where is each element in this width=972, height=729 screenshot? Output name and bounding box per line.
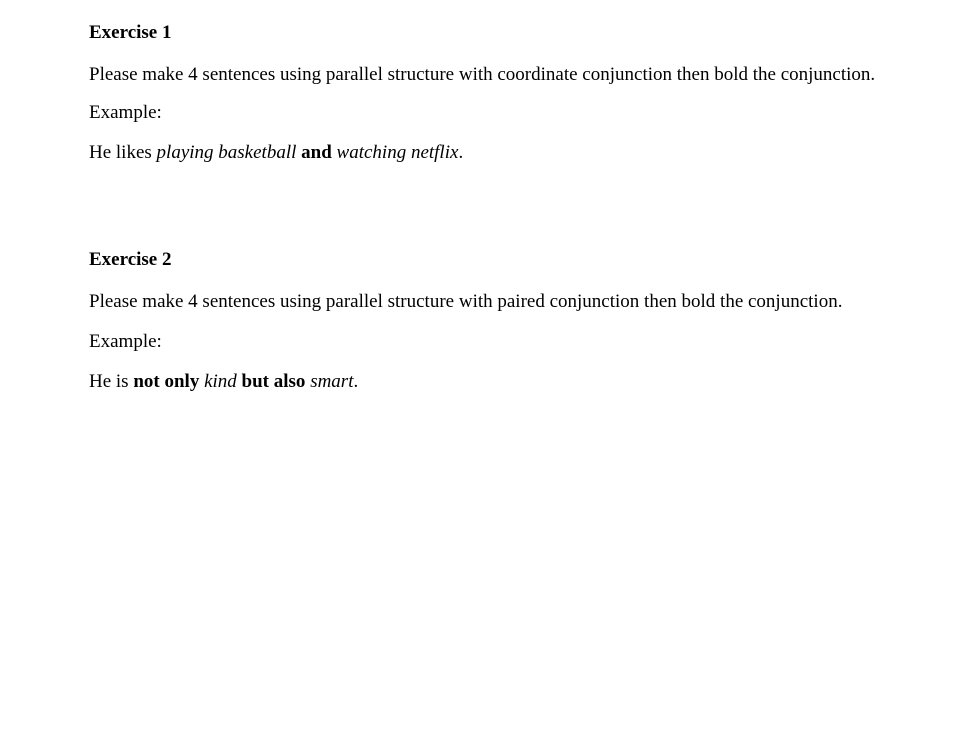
exercise-1-title: Exercise 1 (89, 22, 172, 43)
conjunction: and (301, 142, 332, 163)
exercise-1 (89, 22, 889, 165)
exercise-2 (89, 249, 889, 394)
parallel-item: playing basketball (156, 142, 297, 163)
text: . (353, 371, 359, 392)
text: He likes (89, 142, 157, 163)
text: . (458, 142, 464, 163)
exercise-1-example (89, 140, 889, 165)
parallel-item: smart (310, 371, 354, 392)
conjunction: not only (133, 371, 200, 392)
exercise-1-example-label: Example: (89, 102, 162, 123)
exercise-2-example (89, 369, 889, 394)
parallel-item: watching netflix (336, 142, 459, 163)
text: He is (89, 371, 134, 392)
exercise-2-example-label: Example: (89, 331, 162, 352)
exercise-2-title: Exercise 2 (89, 249, 172, 270)
parallel-item: kind (204, 371, 237, 392)
exercise-1-instruction: Please make 4 sentences using parallel structure with coordinate conjunction then bold the conjunction. (89, 64, 876, 85)
exercise-2-instruction: Please make 4 sentences using parallel structure with paired conjunction then bold the conjunction. (89, 291, 843, 312)
conjunction: but also (241, 371, 306, 392)
